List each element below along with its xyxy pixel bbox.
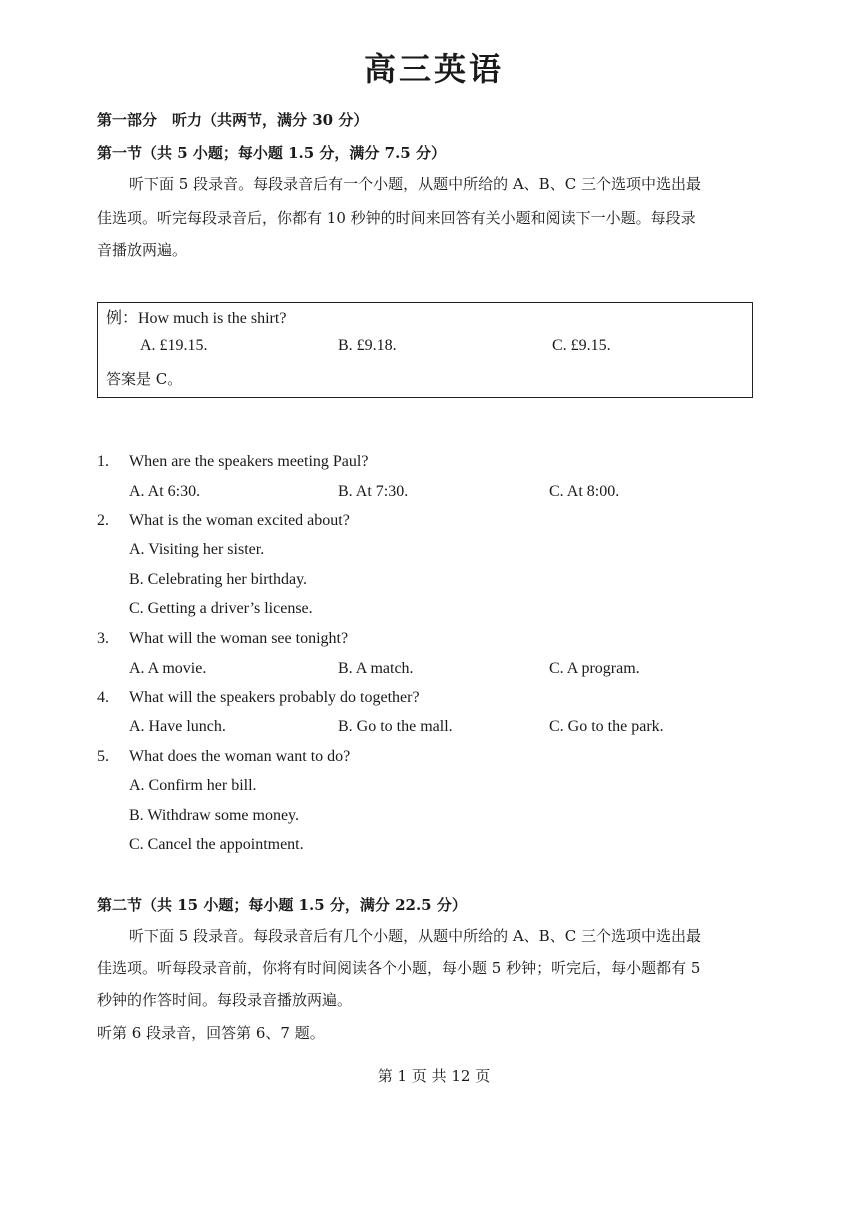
section2-instructions-line1: 听下面 5 段录音。每段录音后有几个小题，从题中所给的 A、B、C 三个选项中选出最 (129, 927, 701, 945)
option-b: B. A match. (338, 660, 414, 677)
option-c: C. Getting a driver’s license. (129, 600, 313, 617)
question-number: 1. (97, 453, 109, 470)
question-text: What will the speakers probably do together? (129, 689, 420, 706)
question-number: 3. (97, 630, 109, 647)
option-c: C. A program. (549, 660, 640, 677)
section2-heading: 第二节（共 15 小题；每小题 1.5 分，满分 22.5 分） (97, 896, 467, 914)
section2-instructions-line3: 秒钟的作答时间。每段录音播放两遍。 (97, 991, 353, 1009)
question-number: 5. (97, 748, 109, 765)
example-answer: 答案是 C。 (106, 370, 183, 388)
question-text: What will the woman see tonight? (129, 630, 349, 647)
question-number: 2. (97, 512, 109, 529)
option-c: C. Cancel the appointment. (129, 836, 304, 853)
option-a: A. Confirm her bill. (129, 777, 257, 794)
option-b: B. At 7:30. (338, 483, 409, 500)
part1-heading: 第一部分 听力（共两节，满分 30 分） (97, 111, 369, 129)
page-title: 高三英语 (363, 50, 504, 88)
question-text: What is the woman excited about? (129, 512, 350, 529)
option-a: A. A movie. (129, 660, 207, 677)
section2-subheading: 听第 6 段录音，回答第 6、7 题。 (97, 1024, 325, 1042)
option-a: A. Visiting her sister. (129, 541, 265, 558)
question-number: 4. (97, 689, 109, 706)
section1-heading: 第一节（共 5 小题；每小题 1.5 分，满分 7.5 分） (97, 144, 446, 162)
option-a: A. At 6:30. (129, 483, 201, 500)
option-c: C. At 8:00. (549, 483, 620, 500)
example-question: 例：How much is the shirt? (106, 310, 287, 327)
question-text: What does the woman want to do? (129, 748, 351, 765)
example-option-c: C. £9.15. (552, 337, 611, 354)
option-b: B. Go to the mall. (338, 718, 453, 735)
example-option-b: B. £9.18. (338, 337, 397, 354)
section2-instructions-line2: 佳选项。听每段录音前，你将有时间阅读各个小题，每小题 5 秒钟；听完后，每小题都有 5 (97, 959, 701, 977)
option-b: B. Celebrating her birthday. (129, 571, 308, 588)
section1-instructions-line3: 音播放两遍。 (97, 241, 188, 259)
option-a: A. Have lunch. (129, 718, 226, 735)
page-footer: 第 1 页 共 12 页 (377, 1067, 491, 1085)
question-text: When are the speakers meeting Paul? (129, 453, 369, 470)
option-b: B. Withdraw some money. (129, 807, 299, 824)
section1-instructions-line2: 佳选项。听完每段录音后，你都有 10 秒钟的时间来回答有关小题和阅读下一小题。每段录 (97, 209, 696, 227)
section1-instructions-line1: 听下面 5 段录音。每段录音后有一个小题，从题中所给的 A、B、C 三个选项中选出最 (129, 175, 701, 193)
option-c: C. Go to the park. (549, 718, 664, 735)
example-option-a: A. £19.15. (140, 337, 208, 354)
